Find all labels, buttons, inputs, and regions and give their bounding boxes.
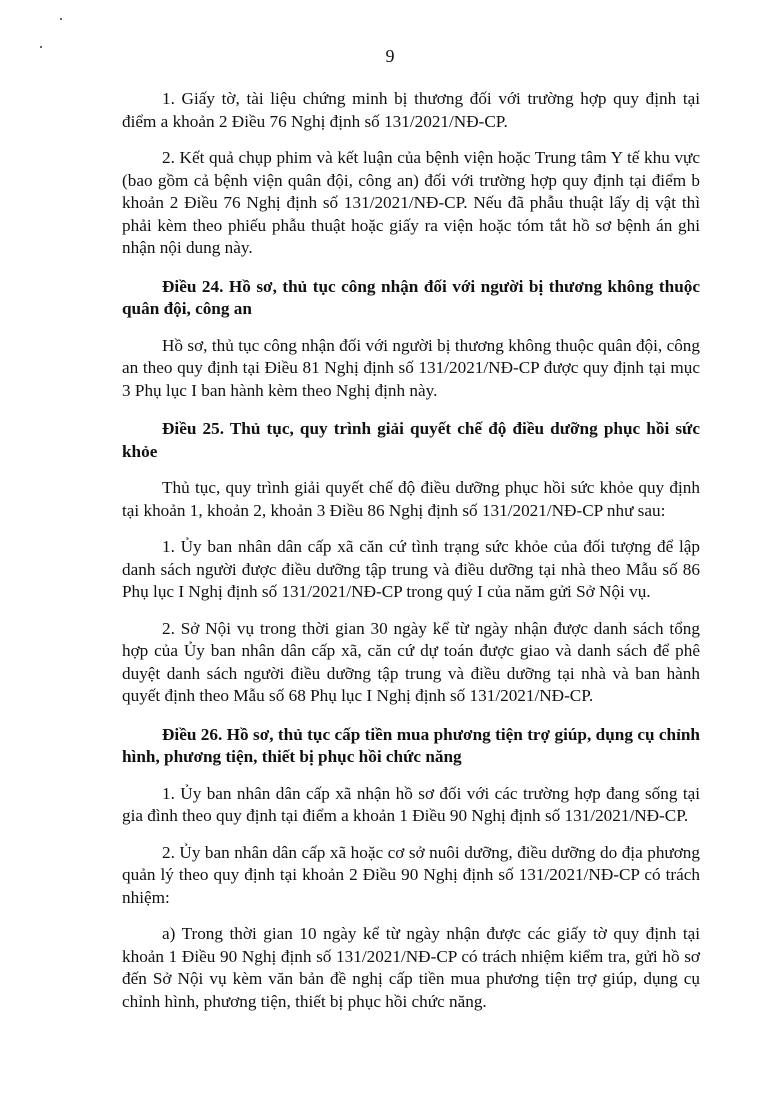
paragraph-clause-2: 2. Kết quả chụp phim và kết luận của bệnh viện hoặc Trung tâm Y tế khu vực (bao gồm cả bệnh viện quân đội, công an) đối với trường hợp quy định tại điểm b khoản 2 Điều 76 Nghị định số 131/2021/NĐ-CP. Nếu đã phẫu thuật lấy dị vật thì phải kèm theo phiếu phẫu thuật hoặc giấy ra viện hoặc tóm tắt hồ sơ bệnh án ghi nhận nội dung này.: [122, 148, 700, 257]
article-24-body: Hồ sơ, thủ tục công nhận đối với người bị thương không thuộc quân đội, công an theo quy định tại Điều 81 Nghị định số 131/2021/NĐ-CP được quy định tại mục 3 Phụ lục I ban hành kèm theo Nghị định này.: [122, 335, 700, 400]
article-25-clause-2: 2. Sở Nội vụ trong thời gian 30 ngày kể từ ngày nhận được danh sách tổng hợp của Ủy ban nhân dân cấp xã, căn cứ dự toán được giao và danh sách để phê duyệt danh sách người điều dưỡng tập trung và điều dưỡng tại nhà và ban hành quyết định theo Mẫu số 68 Phụ lục I Nghị định số 131/2021/NĐ-CP.: [122, 618, 700, 705]
page-number: 9: [385, 46, 395, 66]
article-25-clause-1: 1. Ủy ban nhân dân cấp xã căn cứ tình trạng sức khỏe của đối tượng để lập danh sách người được điều dưỡng tập trung và điều dưỡng tại nhà theo Mẫu số 86 Phụ lục I Nghị định số 131/2021/NĐ-CP trong quý I của năm gửi Sở Nội vụ.: [122, 537, 700, 601]
article-26-clause-1: 1. Ủy ban nhân dân cấp xã nhận hồ sơ đối với các trường hợp đang sống tại gia đình theo quy định tại điểm a khoản 1 Điều 90 Nghị định số 131/2021/NĐ-CP.: [122, 783, 700, 825]
scan-speck: [60, 18, 62, 20]
article-26-clause-2: 2. Ủy ban nhân dân cấp xã hoặc cơ sở nuôi dưỡng, điều dưỡng do địa phương quản lý theo quy định tại khoản 2 Điều 90 Nghị định số 131/2021/NĐ-CP có trách nhiệm:: [122, 842, 700, 907]
article-26-heading: Điều 26. Hồ sơ, thủ tục cấp tiền mua phương tiện trợ giúp, dụng cụ chỉnh hình, phương tiện, thiết bị phục hồi chức năng: [122, 724, 700, 766]
article-24-heading: Điều 24. Hồ sơ, thủ tục công nhận đối với người bị thương không thuộc quân đội, công an: [122, 276, 700, 318]
document-body: [122, 88, 700, 1013]
article-26-point-a: a) Trong thời gian 10 ngày kể từ ngày nhận được các giấy tờ quy định tại khoản 1 Điều 90 Nghị định số 131/2021/NĐ-CP có trách nhiệm kiểm tra, gửi hồ sơ đến Sở Nội vụ kèm văn bản đề nghị cấp tiền mua phương tiện trợ giúp, dụng cụ chỉnh hình, phương tiện, thiết bị phục hồi chức năng.: [122, 924, 700, 1011]
paragraph-clause-1: 1. Giấy tờ, tài liệu chứng minh bị thương đối với trường hợp quy định tại điểm a khoản 2 Điều 76 Nghị định số 131/2021/NĐ-CP.: [122, 89, 700, 131]
article-25-intro: Thủ tục, quy trình giải quyết chế độ điều dưỡng phục hồi sức khỏe quy định tại khoản 1, khoản 2, khoản 3 Điều 86 Nghị định số 131/2021/NĐ-CP như sau:: [122, 478, 700, 520]
article-25-heading: Điều 25. Thủ tục, quy trình giải quyết chế độ điều dưỡng phục hồi sức khỏe: [122, 419, 700, 461]
